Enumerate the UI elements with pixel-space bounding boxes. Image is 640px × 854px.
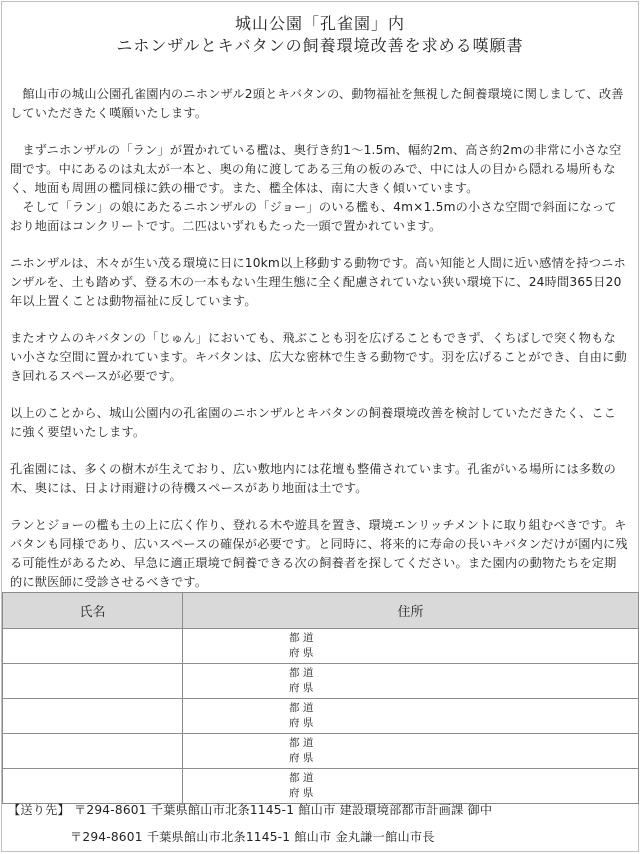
prefecture-label-line-2: 府 県 xyxy=(289,717,314,729)
prefecture-label xyxy=(183,631,638,661)
paragraph-peacock-garden: 孔雀園には、多くの樹木が生えており、広い敷地内には花壇も整備されています。孔雀がいる場所には多数の木、奥には、日よけ雨避けの待機スペースがあり地面は土です。 xyxy=(10,462,617,495)
prefecture-label-line-2: 府 県 xyxy=(289,752,314,764)
prefecture-label-line-2: 府 県 xyxy=(289,647,314,659)
prefecture-label xyxy=(183,701,638,731)
paragraph-request: 以上のことから、城山公園内の孔雀園のニホンザルとキバタンの飼養環境改善を検討していただきたく、ここに強く要望いたします。 xyxy=(10,406,617,439)
signature-table-header xyxy=(3,593,639,629)
petition-page xyxy=(1,1,639,852)
prefecture-label-line-1: 都 道 xyxy=(289,667,314,679)
signature-address-cell[interactable] xyxy=(183,734,639,769)
signature-row xyxy=(3,699,639,734)
prefecture-label-line-1: 都 道 xyxy=(289,632,314,644)
mailing-address xyxy=(8,797,492,851)
prefecture-label-line-2: 府 県 xyxy=(289,787,314,799)
petition-title xyxy=(2,2,638,57)
signature-name-cell[interactable] xyxy=(3,629,183,664)
signature-name-cell[interactable] xyxy=(3,664,183,699)
title-line-2: ニホンザルとキバタンの飼養環境改善を求める嘆願書 xyxy=(116,36,524,55)
signature-address-cell[interactable] xyxy=(183,629,639,664)
paragraph-proposal: ランとジョーの檻も土の上に広く作り、登れる木や遊具を置き、環境エンリッチメントに取り組むべきです。キバタンも同様であり、広いスペースの確保が必要です。と同時に、将来的に寿命の長いキバタンだけが園内に残る可能性があるため、早急に適正環境で飼養できる次の飼養者を探してください。また園内の動物たちを定期的に獣医師に受診させるべきです。 xyxy=(10,518,628,589)
title-line-1: 城山公園「孔雀園」内 xyxy=(234,14,405,33)
signature-row xyxy=(3,734,639,769)
signature-name-cell[interactable] xyxy=(3,699,183,734)
paragraph-ran-cage: まずニホンザルの「ラン」が置かれている檻は、奥行き約1～1.5m、幅約2m、高さ約2mの非常に小さな空間です。中にあるのは丸太が一本と、奥の角に渡してある三角の板のみで、中には人の目から隠れる場所もなく、地面も周囲の檻同様に鉄の柵です。また、檻全体は、南に大きく傾いています。 xyxy=(10,143,622,195)
paragraph-cockatoo: またオウムのキバタンの「じゅん」においても、飛ぶことも羽を広げることもできず、くちばしで突く物もない小さな空間に置かれています。キバタンは、広大な密林で生きる動物です。羽を広げることができ、自由に動き回れるスペースが必要です。 xyxy=(10,331,627,383)
signature-address-cell[interactable] xyxy=(183,664,639,699)
signature-address-cell[interactable] xyxy=(183,699,639,734)
petition-body xyxy=(2,85,638,592)
mailing-address-line-1: 【送り先】 〒294-8601 千葉県館山市北条1145-1 館山市 建設環境部都市計画課 御中 xyxy=(8,803,493,817)
signature-row xyxy=(3,629,639,664)
prefecture-label-line-2: 府 県 xyxy=(289,682,314,694)
mailing-address-line-2: 〒294-8601 千葉県館山市北条1145-1 館山市 金丸謙一館山市長 xyxy=(70,830,435,844)
signature-row xyxy=(3,664,639,699)
prefecture-label xyxy=(183,666,638,696)
paragraph-macaque-ecology: ニホンザルは、木々が生い茂る環境に日に10km以上移動する動物です。高い知能と人間に近い感情を持つニホンザルを、土も踏めず、登る木の一本もない生理生態に全く配慮されていない狭い環境下に、24時間365日20年以上置くことは動物福祉に反しています。 xyxy=(10,256,626,308)
prefecture-label xyxy=(183,736,638,766)
prefecture-label-line-1: 都 道 xyxy=(289,772,314,784)
paragraph-joe-cage: そして「ラン」の娘にあたるニホンザルの「ジョー」のいる檻も、4m×1.5mの小さな空間で斜面になっており地面はコンクリートです。二匹はいずれもたった一頭で置かれています。 xyxy=(10,200,617,233)
prefecture-label-line-1: 都 道 xyxy=(289,702,314,714)
paragraph-intro: 館山市の城山公園孔雀園内のニホンザル2頭とキバタンの、動物福祉を無視した飼養環境に関しまして、改善していただきたく嘆願いたします。 xyxy=(10,87,624,120)
signature-name-cell[interactable] xyxy=(3,734,183,769)
signature-table xyxy=(2,592,639,804)
prefecture-label-line-1: 都 道 xyxy=(289,737,314,749)
header-name: 氏名 xyxy=(3,593,183,629)
header-address: 住所 xyxy=(183,593,639,629)
